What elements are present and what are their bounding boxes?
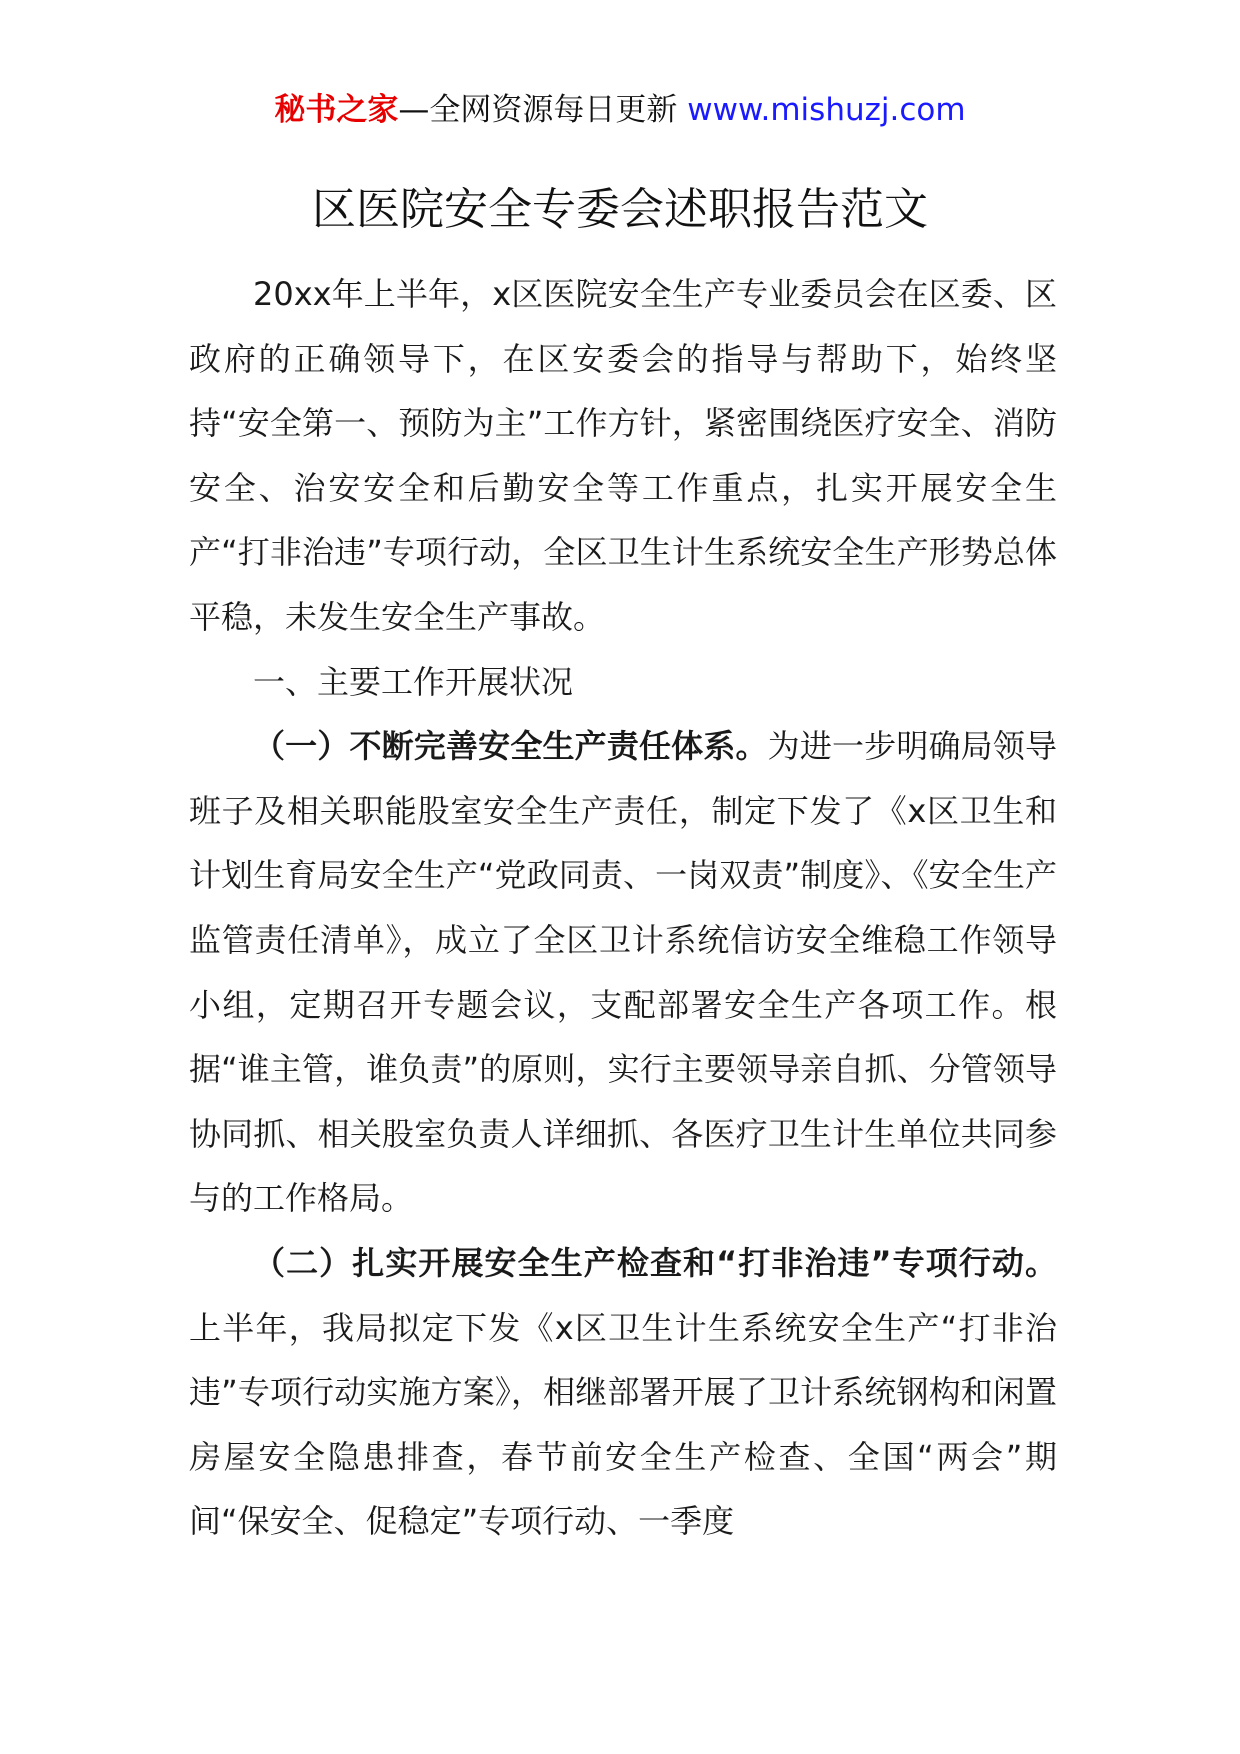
item-paragraph-2 <box>189 1231 1057 1554</box>
item-heading-2: （二）扎实开展安全生产检查和“打非治违”专项行动。 <box>253 1243 1057 1282</box>
item-paragraph-1 <box>189 714 1057 1231</box>
site-brand: 秘书之家 <box>274 92 399 128</box>
item-heading-1: （一）不断完善安全生产责任体系。 <box>253 727 768 766</box>
section-heading-1: 一、主要工作开展状况 <box>253 662 574 701</box>
site-tagline: —全网资源每日更新 <box>398 92 678 128</box>
intro-paragraph: 20xx年上半年，x区医院安全生产专业委员会在区委、区政府的正确领导下，在区安委会的指导与帮助下，始终坚持“安全第一、预防为主”工作方针，紧密围绕医疗安全、消防安全、治安安全和后勤安全等工作重点，扎实开展安全生产“打非治违”专项行动，全区卫生计生系统安全生产形势总体平稳，未发生安全生产事故。 <box>189 275 1057 636</box>
item-body-2: 上半年，我局拟定下发《x区卫生计生系统安全生产“打非治违”专项行动实施方案》，相继部署开展了卫计系统钢构和闲置房屋安全隐患排查，春节前安全生产检查、全国“两会”期间“保安全、促稳定”专项行动、一季度 <box>189 1308 1057 1541</box>
document-body <box>189 262 1057 1554</box>
item-body-1: 为进一步明确局领导班子及相关职能股室安全生产责任，制定下发了《x区卫生和计划生育局安全生产“党政同责、一岗双责”制度》、《安全生产监管责任清单》，成立了全区卫计系统信访安全维稳工作领导小组，定期召开专题会议，支配部署安全生产各项工作。根据“谁主管，谁负责”的原则，实行主要领导亲自抓、分管领导协同抓、相关股室负责人详细抓、各医疗卫生计生单位共同参与的工作格局。 <box>189 727 1057 1218</box>
document-title: 区医院安全专委会述职报告范文 <box>312 184 928 235</box>
site-header <box>0 84 1240 136</box>
site-url-link[interactable]: www.mishuzj.com <box>687 92 966 128</box>
